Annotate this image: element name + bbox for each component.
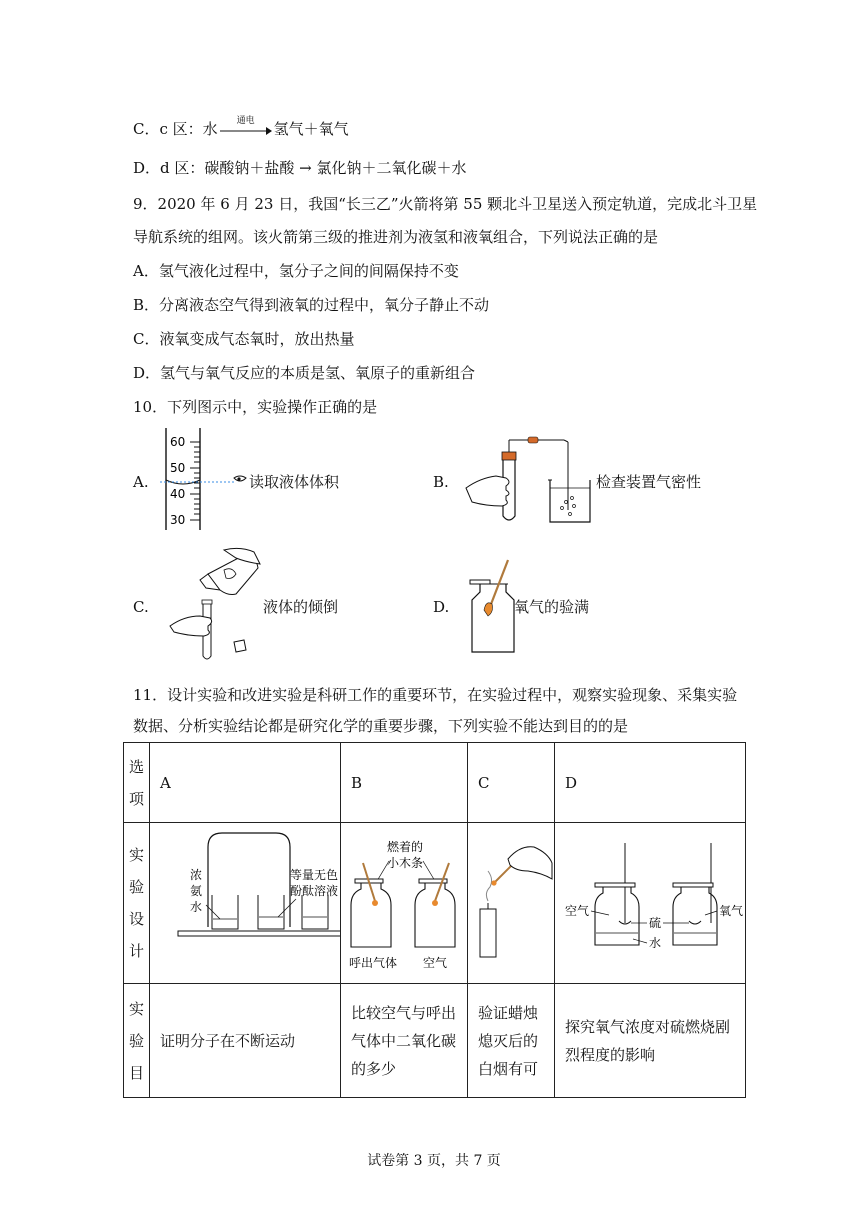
- q10-option-a-caption: 读取液体体积: [249, 473, 340, 491]
- stopper-icon: [234, 640, 246, 652]
- purpose-label-char: 验: [128, 1031, 144, 1050]
- tick-label-30: 30: [170, 513, 186, 527]
- label-ammonia-3: 水: [190, 900, 203, 914]
- q11-stem-line1: 11．设计实验和改进实验是科研工作的重要环节，在实验过程中，观察实验现象、采集实验: [133, 686, 738, 704]
- ammonia-diffusion-figure: [150, 823, 340, 979]
- q10-option-c-caption: 液体的倾倒: [263, 598, 339, 616]
- eye-icon: [234, 476, 246, 481]
- purpose-text: 验证蜡烛: [478, 1003, 539, 1022]
- q8-option-c: [133, 116, 349, 139]
- label-ammonia-1: 浓: [190, 868, 203, 882]
- label-oxygen: 氧气: [719, 904, 744, 918]
- header-label-cell: [124, 743, 150, 823]
- header-label-char: 项: [128, 789, 144, 808]
- candle-smoke-figure: [468, 823, 554, 979]
- hand-icon: [170, 616, 212, 636]
- table-row: [124, 984, 746, 1098]
- label-burning-stick-1: 燃着的: [387, 840, 424, 854]
- purpose-d-cell: [555, 984, 746, 1098]
- column-header-b: B: [341, 743, 468, 823]
- purpose-text: 白烟有可: [478, 1059, 539, 1078]
- design-label-char: 实: [128, 846, 144, 864]
- reaction-arrow: [220, 116, 272, 137]
- purpose-label-char: 目: [128, 1063, 144, 1082]
- q11-table: [123, 742, 746, 1098]
- q10-option-d-caption: 氧气的验满: [514, 598, 590, 616]
- purpose-b-cell: [341, 984, 468, 1098]
- purpose-text: 烈程度的影响: [565, 1045, 656, 1064]
- q8-option-c-prefix: C．c 区：水: [133, 120, 218, 138]
- pouring-liquid-figure: [162, 546, 262, 662]
- column-header-a: A: [150, 743, 341, 823]
- label-air: 空气: [423, 956, 448, 970]
- design-label-char: 计: [128, 942, 144, 960]
- purpose-text: 探究氧气浓度对硫燃烧剧: [565, 1017, 731, 1036]
- purpose-label-char: 实: [128, 999, 144, 1018]
- purpose-a-cell: [150, 984, 341, 1098]
- table-row: [124, 743, 746, 823]
- table-row: [124, 823, 746, 984]
- column-header-d: D: [555, 743, 746, 823]
- header-label-char: 选: [128, 757, 144, 776]
- label-ammonia-2: 氨: [190, 884, 203, 898]
- reaction-condition: 通电: [236, 116, 255, 126]
- q10-option-b-caption: 检查装置气密性: [596, 473, 702, 491]
- purpose-text: 比较空气与呼出: [351, 1003, 457, 1022]
- flame-icon: [432, 900, 438, 906]
- q8-option-c-suffix: 氢气＋氧气: [273, 120, 349, 138]
- purpose-text: 证明分子在不断运动: [160, 1031, 296, 1050]
- purpose-c-cell: [468, 984, 555, 1098]
- page-footer: 试卷第 3 页，共 7 页: [367, 1153, 501, 1169]
- column-header-c: C: [468, 743, 555, 823]
- design-c-cell: [468, 823, 555, 984]
- flame-icon: [372, 900, 378, 906]
- hand-icon: [508, 847, 552, 879]
- purpose-text: 气体中二氧化碳: [351, 1031, 457, 1050]
- purpose-label-cell: [124, 984, 150, 1098]
- sulfur-burning-figure: [555, 823, 745, 979]
- design-b-cell: [341, 823, 468, 984]
- flame-icon: [491, 880, 496, 885]
- q9-stem-line1: 9．2020 年 6 月 23 日，我国“长三乙”火箭将第 55 颗北斗卫星送入预定轨道，完成北斗卫星: [133, 195, 758, 213]
- label-exhaled-gas: 呼出气体: [349, 956, 398, 970]
- design-d-cell: [555, 823, 746, 984]
- tick-label-60: 60: [170, 435, 186, 449]
- flame-icon: [484, 603, 493, 616]
- q10-option-a-letter: A.: [133, 473, 149, 491]
- arrow-icon: [220, 127, 272, 135]
- q10-option-b-letter: B.: [433, 473, 449, 491]
- label-air: 空气: [565, 904, 590, 918]
- design-label-cell: [124, 823, 150, 984]
- q9-option-b: B．分离液态空气得到液氧的过程中，氧分子静止不动: [133, 296, 490, 314]
- q9-stem-line2: 导航系统的组网。该火箭第三级的推进剂为液氢和液氧组合，下列说法正确的是: [133, 228, 659, 246]
- label-water: 水: [649, 936, 662, 950]
- q10-option-c-letter: C.: [133, 598, 149, 616]
- label-burning-stick-2: 小木条: [387, 856, 424, 870]
- q11-stem-line2: 数据、分析实验结论都是研究化学的重要步骤，下列实验不能达到目的的是: [133, 717, 629, 735]
- label-phenolphthalein-1: 等量无色: [290, 868, 339, 882]
- q10-option-d-letter: D.: [433, 598, 450, 616]
- tick-label-50: 50: [170, 461, 186, 475]
- label-phenolphthalein-2: 酚酞溶液: [290, 884, 339, 898]
- hand-icon: [466, 476, 509, 506]
- graduated-cylinder-figure: [160, 426, 250, 534]
- q9-option-c: C．液氧变成气态氧时，放出热量: [133, 330, 355, 348]
- purpose-text: 的多少: [351, 1059, 397, 1078]
- design-label-char: 设: [128, 910, 144, 928]
- q9-option-d: D．氢气与氧气反应的本质是氢、氧原子的重新组合: [133, 364, 476, 382]
- burning-stick-comparison-figure: [341, 823, 467, 979]
- airtightness-check-figure: [462, 432, 600, 532]
- purpose-text: 熄灭后的: [478, 1031, 539, 1050]
- q10-stem: 10．下列图示中，实验操作正确的是: [133, 398, 378, 416]
- q8-option-d: D．d 区：碳酸钠＋盐酸 → 氯化钠＋二氧化碳＋水: [133, 159, 467, 177]
- design-label-char: 验: [128, 878, 144, 896]
- q9-option-a: A．氢气液化过程中，氢分子之间的间隔保持不变: [133, 262, 459, 280]
- tick-label-40: 40: [170, 487, 186, 501]
- label-sulfur: 硫: [649, 916, 662, 930]
- design-a-cell: [150, 823, 341, 984]
